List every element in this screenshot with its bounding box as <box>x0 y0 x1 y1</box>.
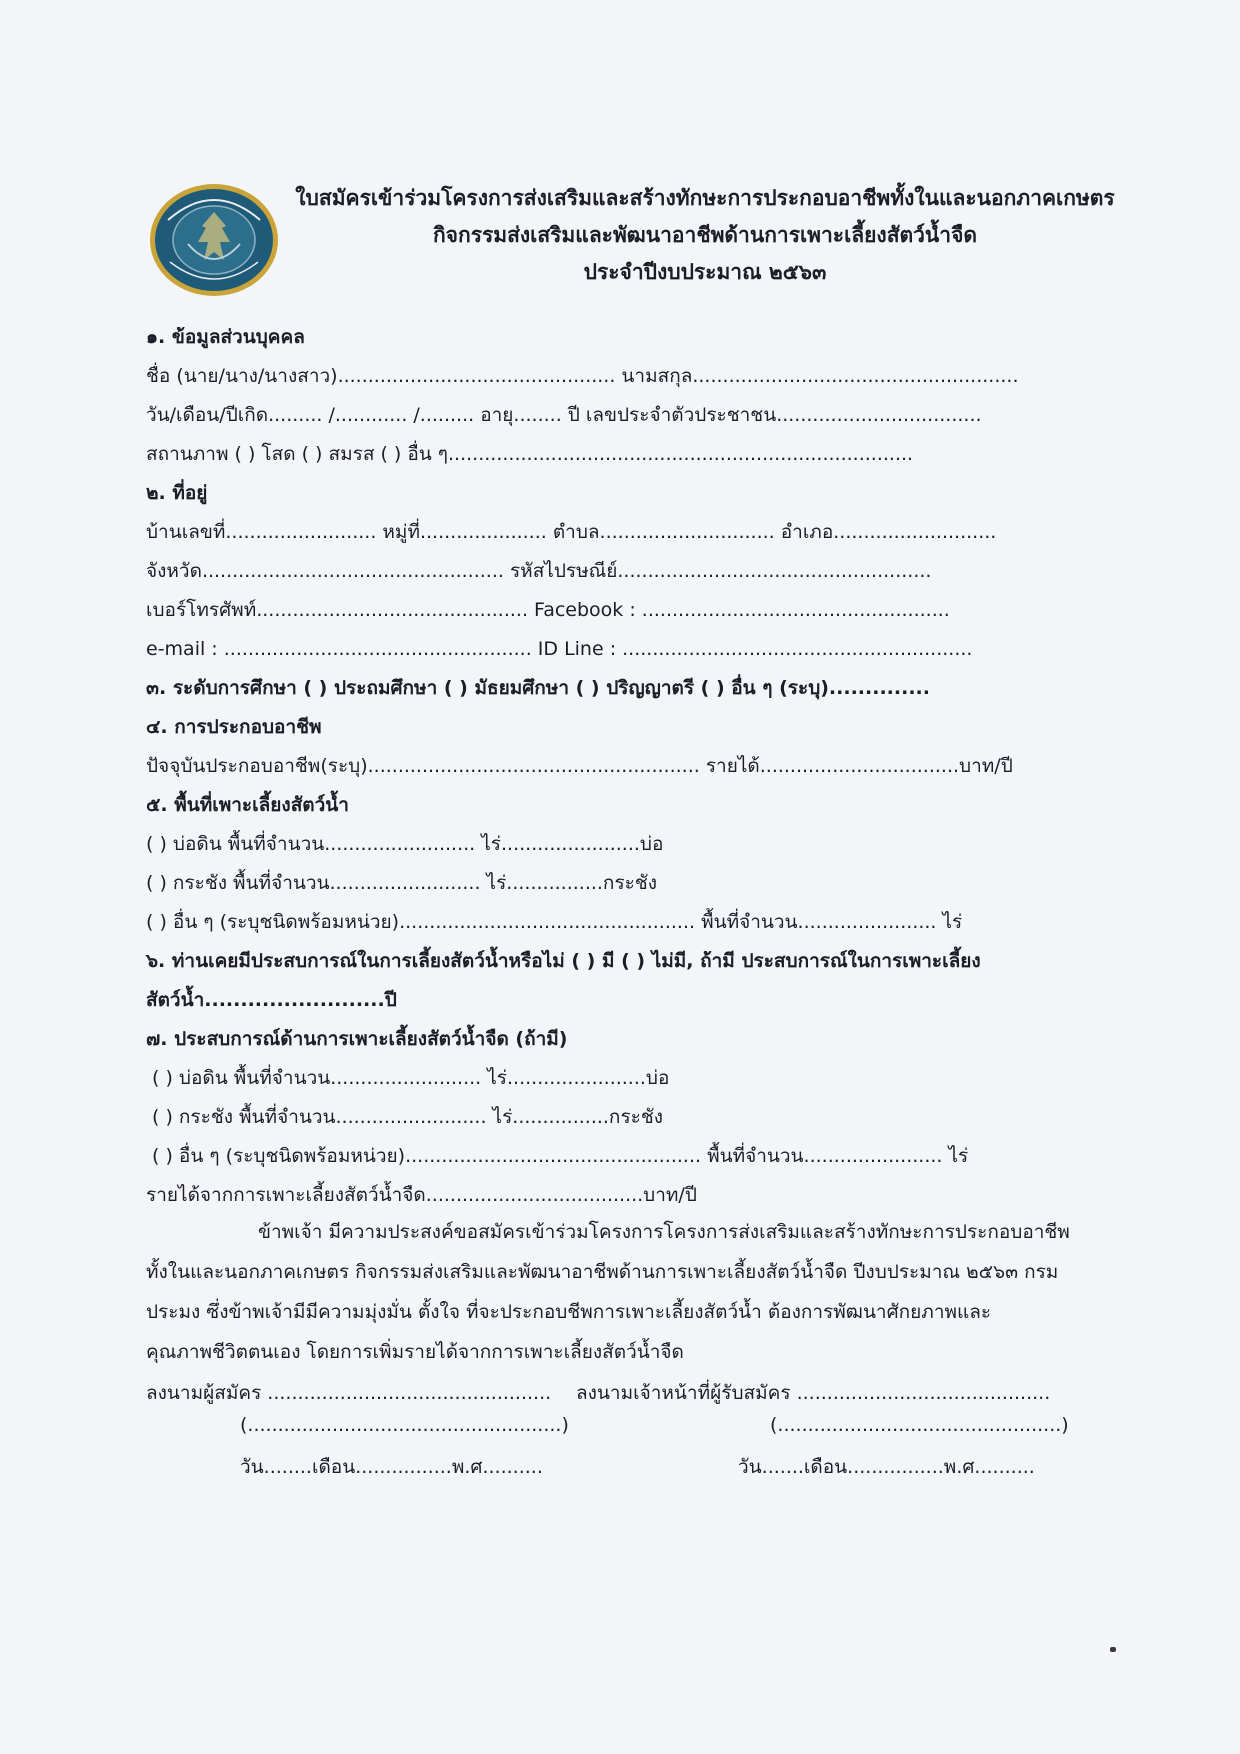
form-field-line: เบอร์โทรศัพท์............................................. Facebook : ................................................... <box>146 599 950 621</box>
section-heading: ๑. ข้อมูลส่วนบุคคล <box>146 326 305 348</box>
form-field-line: ( ) อื่น ๆ (ระบุชนิดพร้อมหน่วย)................................................. พื้นที่จำนวน....................... ไร่ <box>152 1145 969 1167</box>
form-field-line: ปัจจุบันประกอบอาชีพ(ระบุ)....................................................... รายได้.................................บาท/ปี <box>146 755 1013 777</box>
officer-date-line: วัน.......เดือน................พ.ศ.......... <box>738 1456 1035 1478</box>
section-heading: ๔. การประกอบอาชีพ <box>146 716 322 738</box>
applicant-date-line: วัน........เดือน................พ.ศ.......... <box>240 1456 543 1478</box>
declaration-line: ประมง ซึ่งข้าพเจ้ามีมีความมุ่งมั่น ตั้งใจ ที่จะประกอบชีพการเพาะเลี้ยงสัตว์น้ำ ต้องการพัฒนาศักยภาพและ <box>146 1301 992 1323</box>
form-field-line: e-mail : ................................................... ID Line : .......................................................... <box>146 638 973 660</box>
form-field-line: สถานภาพ ( ) โสด ( ) สมรส ( ) อื่น ๆ............................................................................. <box>146 443 914 465</box>
title-line-2: กิจกรรมส่งเสริมและพัฒนาอาชีพด้านการเพาะเลี้ยงสัตว์น้ำจืด <box>432 223 978 247</box>
officer-signature-line: ลงนามเจ้าหน้าที่ผู้รับสมัคร .......................................... <box>576 1382 1051 1404</box>
form-field-line: ชื่อ (นาย/นาง/นางสาว).............................................. นามสกุล...................................................... <box>146 365 1019 387</box>
declaration-paragraph <box>146 1212 1096 1372</box>
section-heading: ๗. ประสบการณ์ด้านการเพาะเลี้ยงสัตว์น้ำจืด (ถ้ามี) <box>146 1028 568 1050</box>
form-field-line: ( ) กระชัง พื้นที่จำนวน......................... ไร่................กระชัง <box>152 1106 664 1128</box>
scan-speck <box>1110 1647 1116 1652</box>
section-heading: ๕. พื้นที่เพาะเลี้ยงสัตว์น้ำ <box>146 794 349 816</box>
form-title <box>290 180 1120 291</box>
applicant-name-line: (....................................................) <box>240 1414 569 1436</box>
declaration-line: คุณภาพชีวิตตนเอง โดยการเพิ่มรายได้จากการเพาะเลี้ยงสัตว์น้ำจืด <box>146 1341 684 1363</box>
section-heading: สัตว์น้ำ.........................ปี <box>146 989 397 1011</box>
department-of-fisheries-seal-logo <box>148 182 280 298</box>
declaration-line: ทั้งในและนอกภาคเกษตร กิจกรรมส่งเสริมและพัฒนาอาชีพด้านการเพาะเลี้ยงสัตว์น้ำจืด ปีงบประมาณ ๒๕๖๓ กรม <box>146 1261 1059 1283</box>
form-field-line: วัน/เดือน/ปีเกิด......... /............ /......... อายุ........ ปี เลขประจำตัวประชาชน.................................. <box>146 404 982 426</box>
form-field-line: จังหวัด.................................................. รหัสไปรษณีย์.................................................... <box>146 560 932 582</box>
form-body <box>146 318 1106 1215</box>
form-field-line: ( ) บ่อดิน พื้นที่จำนวน......................... ไร่.......................บ่อ <box>152 1067 670 1089</box>
officer-name-line: (...............................................) <box>770 1414 1069 1436</box>
title-line-3: ประจำปีงบประมาณ ๒๕๖๓ <box>583 260 827 284</box>
section-heading: ๖. ท่านเคยมีประสบการณ์ในการเลี้ยงสัตว์น้ำหรือไม่ ( ) มี ( ) ไม่มี, ถ้ามี ประสบการณ์ในการเพาะเลี้ยง <box>146 950 981 972</box>
form-field-line: ( ) บ่อดิน พื้นที่จำนวน......................... ไร่.......................บ่อ <box>146 833 664 855</box>
form-field-line: บ้านเลขที่......................... หมู่ที่..................... ตำบล............................. อำเภอ........................... <box>146 521 997 543</box>
section-heading: ๒. ที่อยู่ <box>146 482 208 504</box>
form-field-line: รายได้จากการเพาะเลี้ยงสัตว์น้ำจืด....................................บาท/ปี <box>146 1184 697 1206</box>
applicant-signature-line: ลงนามผู้สมัคร ............................................... <box>146 1382 552 1404</box>
declaration-line: ข้าพเจ้า มีความประสงค์ขอสมัครเข้าร่วมโครงการโครงการส่งเสริมและสร้างทักษะการประกอบอาชีพ <box>258 1221 1070 1243</box>
title-line-1: ใบสมัครเข้าร่วมโครงการส่งเสริมและสร้างทักษะการประกอบอาชีพทั้งในและนอกภาคเกษตร <box>295 186 1115 210</box>
form-field-line: ( ) กระชัง พื้นที่จำนวน......................... ไร่................กระชัง <box>146 872 658 894</box>
section-heading: ๓. ระดับการศึกษา ( ) ประถมศึกษา ( ) มัธยมศึกษา ( ) ปริญญาตรี ( ) อื่น ๆ (ระบุ).............. <box>146 677 930 699</box>
form-field-line: ( ) อื่น ๆ (ระบุชนิดพร้อมหน่วย)................................................. พื้นที่จำนวน....................... ไร่ <box>146 911 963 933</box>
